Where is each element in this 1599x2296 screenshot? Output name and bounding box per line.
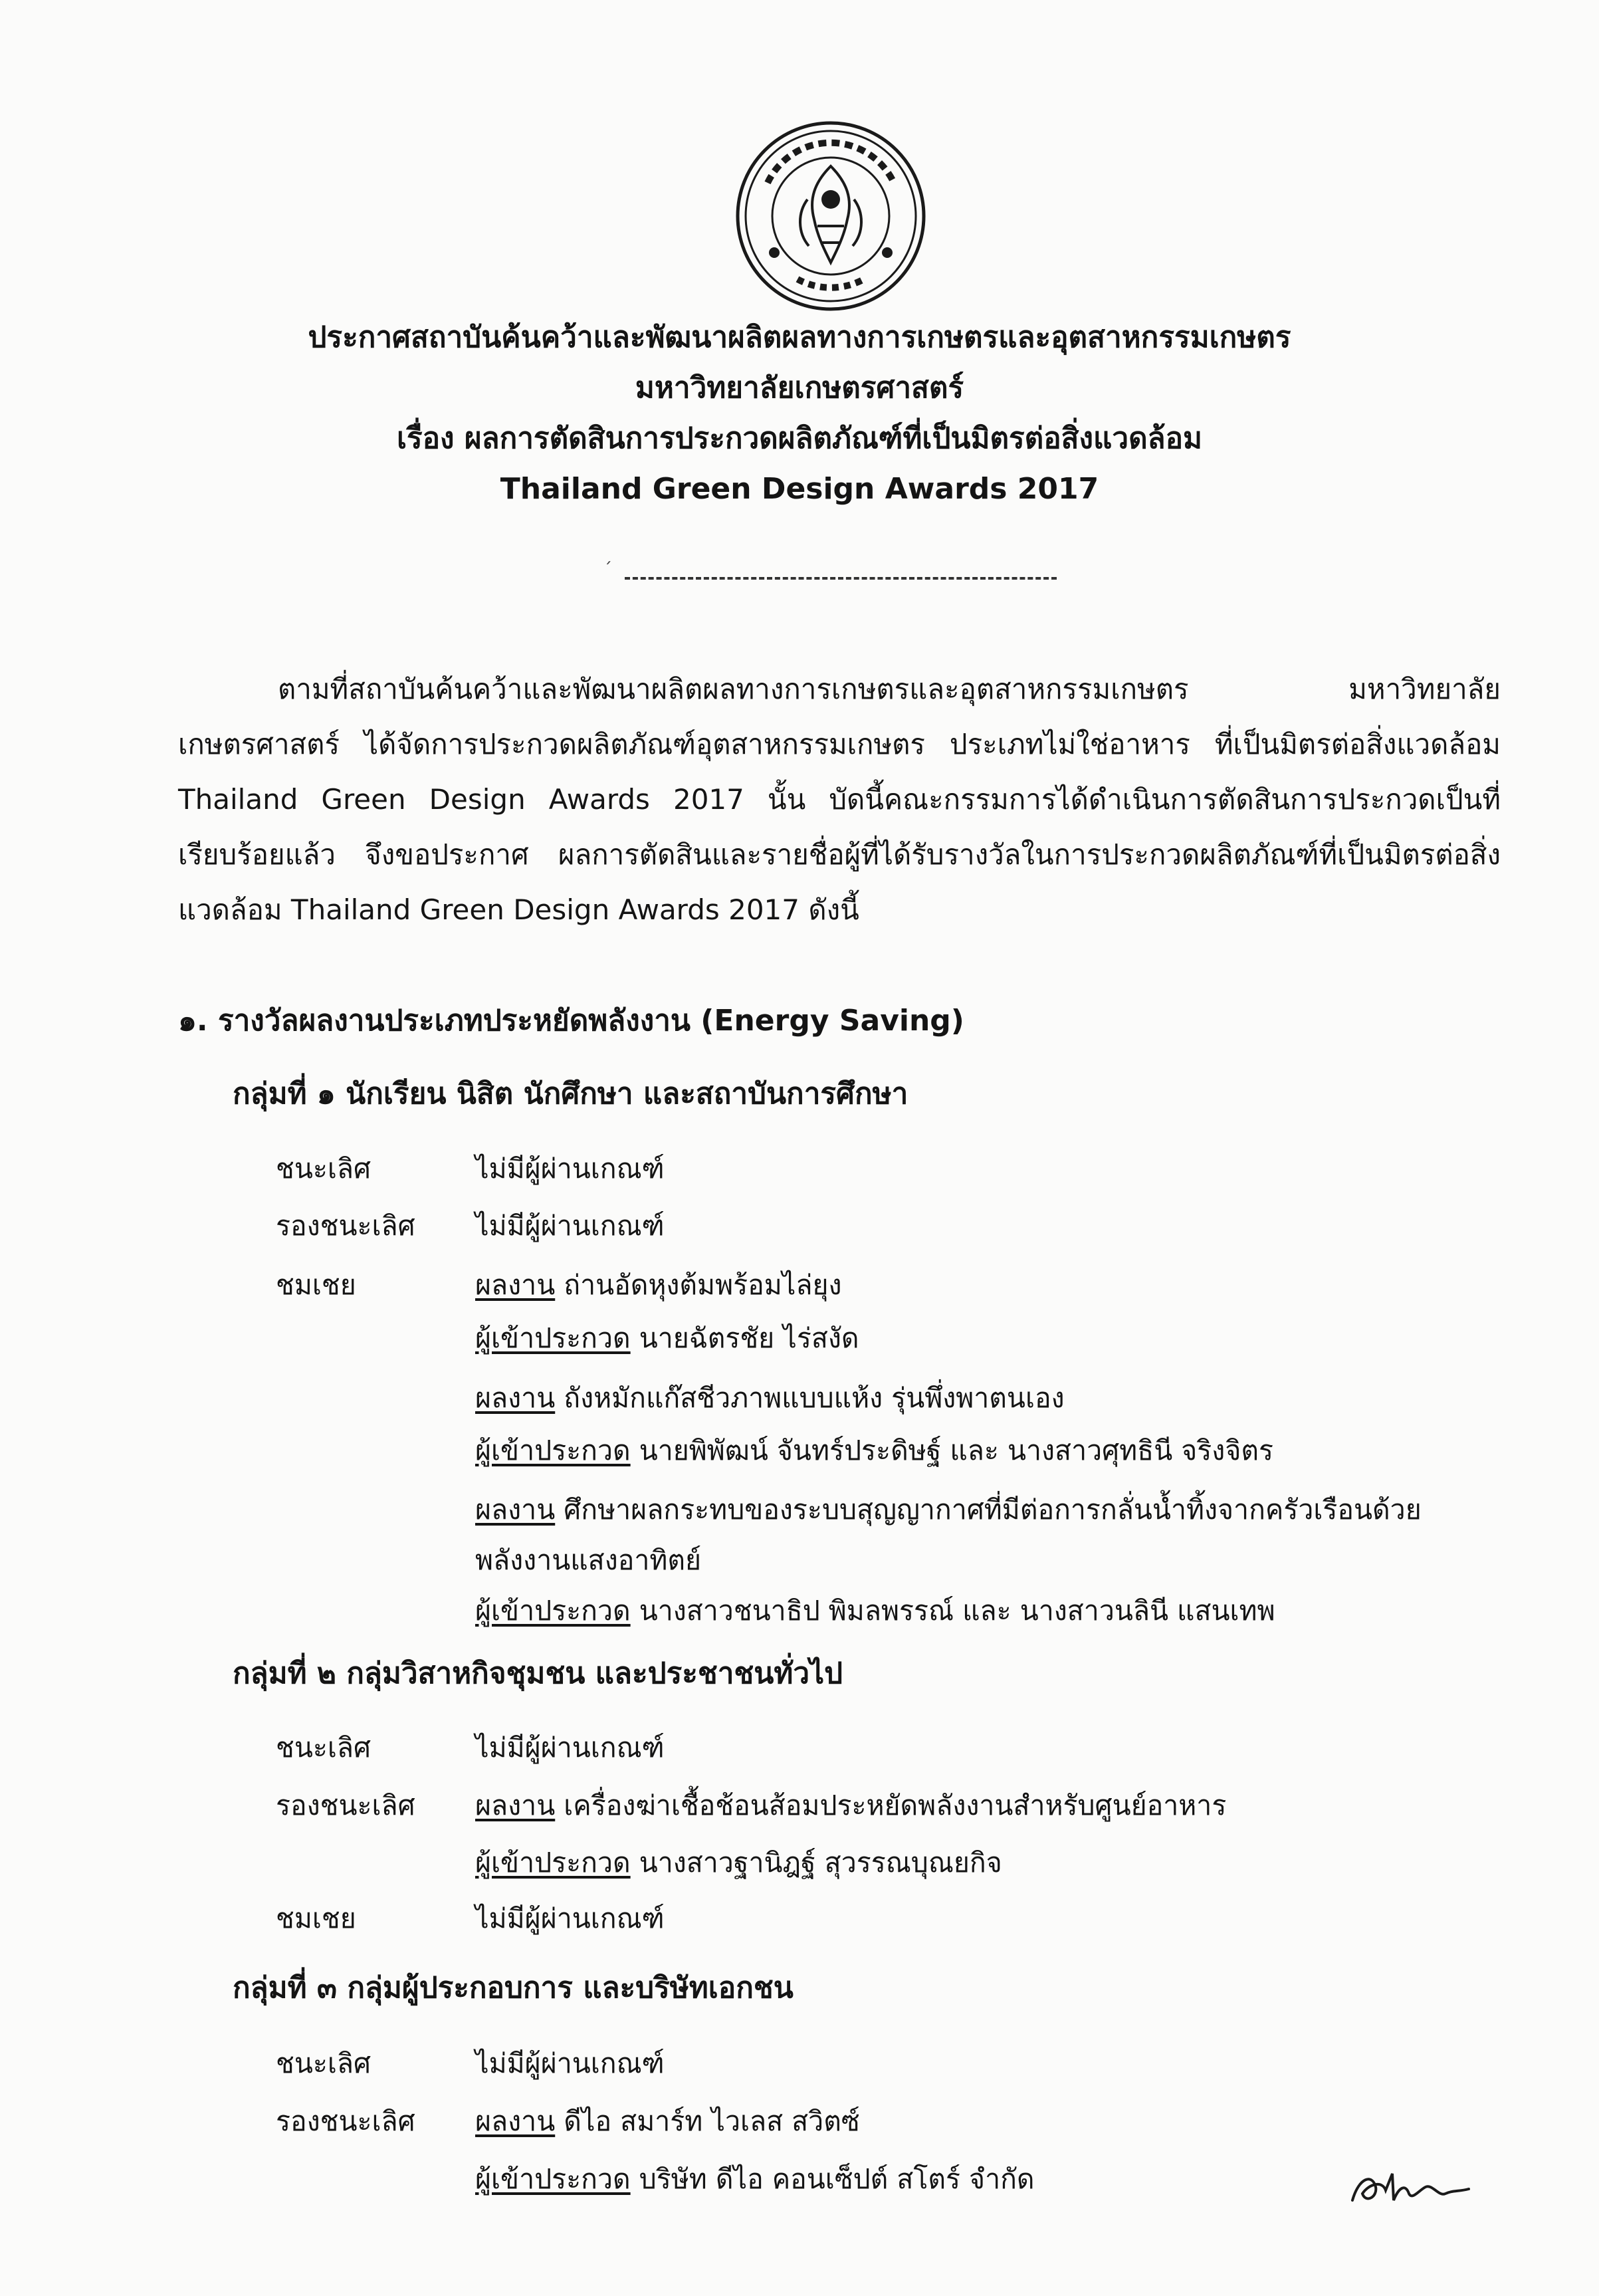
group-1-winner-value: ไม่มีผู้ผ่านเกณฑ์ [475,1153,665,1185]
intro-line-5: Design Awards 2017 ดังนี้ [513,893,859,926]
header-line-4: Thailand Green Design Awards 2017 [500,472,1099,506]
group-2-runner-up-entrant [475,1839,1002,1887]
work-label: ผลงาน [475,1382,556,1414]
work-title: ถ่านอัดหุงต้มพร้อมไล่ยุง [564,1269,842,1301]
group-3-runner-up-work [475,2097,860,2145]
group-1-honorable-entry-3-work-cont: พลังงานแสงอาทิตย์ [475,1544,702,1576]
group-2-honorable-label: ชมเชย [276,1902,356,1934]
group-1-honorable-entry-2-work [475,1374,1065,1422]
group-2-honorable-value: ไม่มีผู้ผ่านเกณฑ์ [475,1902,665,1934]
header-line-3: เรื่อง ผลการตัดสินการประกวดผลิตภัณฑ์ที่เป็นมิตรต่อสิ่งแวดล้อม [396,421,1203,455]
entrant-name: บริษัท ดีไอ คอนเซ็ปต์ สโตร์ จำกัด [639,2163,1035,2195]
entrant-label: ผู้เข้าประกวด [475,1847,631,1879]
group-3-winner-value: ไม่มีผู้ผ่านเกณฑ์ [475,2047,665,2079]
entrant-label: ผู้เข้าประกวด [475,2163,631,2195]
intro-line-3: Design Awards 2017 นั้น บัดนี้คณะกรรมการได้ดำเนินการตัดสินการประกวดเป็นที่เรียบร้อยแล้ว จึงขอประกาศ [178,783,1501,871]
group-1-honorable-entry-3-work [475,1486,1422,1534]
entrant-name: นางสาวฐานิฎฐ์ สุวรรณบุณยกิจ [639,1847,1002,1879]
group-2-winner-label: ชนะเลิศ [276,1732,372,1764]
work-label: ผลงาน [475,1789,556,1821]
intro-line-1: ตามที่สถาบันค้นคว้าและพัฒนาผลิตผลทางการเกษตรและอุตสาหกรรมเกษตร มหาวิทยาลัยเกษตรศาสตร์ [178,673,1501,760]
university-seal-icon [734,120,927,312]
work-title: ศึกษาผลกระทบของระบบสุญญากาศที่มีต่อการกลั่นน้ำทิ้งจากครัวเรือนด้วย [564,1494,1422,1526]
entrant-name: นางสาวชนาธิป พิมลพรรณ์ และ นางสาวนลินี แสนเทพ [639,1595,1275,1627]
entrant-label: ผู้เข้าประกวด [475,1435,631,1466]
signature-mark [1346,2164,1479,2210]
work-title: ถังหมักแก๊สชีวภาพแบบแห้ง รุ่นพึ่งพาตนเอง [564,1382,1065,1414]
group-1-honorable-label: ชมเชย [276,1269,356,1301]
group-1-honorable-entry-3-entrant [475,1587,1275,1635]
group-2-title: กลุ่มที่ ๒ กลุ่มวิสาหกิจชุมชน และประชาชนทั่วไป [233,1657,843,1690]
intro-line-4: ผลการตัดสินและรายชื่อผู้ที่ได้รับรางวัลในการประกวดผลิตภัณฑ์ที่เป็นมิตรต่อสิ่งแวดล้อม Thailand Green [178,838,1501,926]
header-line-1: ประกาศสถาบันค้นคว้าและพัฒนาผลิตผลทางการเกษตรและอุตสาหกรรมเกษตร [308,320,1291,354]
group-1-honorable-entry-1-work [475,1261,842,1309]
announcement-header [0,312,1599,515]
group-1-winner-label: ชนะเลิศ [276,1153,372,1185]
intro-line-2: ได้จัดการประกวดผลิตภัณฑ์อุตสาหกรรมเกษตร ประเภทไม่ใช่อาหาร ที่เป็นมิตรต่อสิ่งแวดล้อม Thailand Green [178,728,1501,816]
work-label: ผลงาน [475,2105,556,2137]
entrant-name: นายพิพัฒน์ จันทร์ประดิษฐ์ และ นางสาวศุทธินี จริงจิตร [639,1435,1273,1466]
group-1-honorable-entry-2-entrant [475,1427,1273,1474]
work-title: ดีไอ สมาร์ท ไวเลส สวิตซ์ [564,2105,860,2137]
group-3-runner-up-label: รองชนะเลิศ [276,2105,415,2137]
group-3-winner-label: ชนะเลิศ [276,2047,372,2079]
entrant-label: ผู้เข้าประกวด [475,1595,631,1627]
group-2-runner-up-label: รองชนะเลิศ [276,1789,415,1821]
group-3-title: กลุ่มที่ ๓ กลุ่มผู้ประกอบการ และบริษัทเอกชน [233,1971,794,2005]
work-label: ผลงาน [475,1269,556,1301]
intro-paragraph [178,661,1501,937]
group-1-runner-up-label: รองชนะเลิศ [276,1210,415,1242]
work-label: ผลงาน [475,1494,556,1526]
header-line-2: มหาวิทยาลัยเกษตรศาสตร์ [635,371,964,405]
header-divider [625,577,1057,580]
section-1-title: ๑. รางวัลผลงานประเภทประหยัดพลังงาน (Energy Saving) [178,1004,964,1038]
scan-speck: ˏ [603,545,612,565]
group-1-title: กลุ่มที่ ๑ นักเรียน นิสิต นักศึกษา และสถาบันการศึกษา [233,1077,908,1111]
work-title: เครื่องฆ่าเชื้อช้อนส้อมประหยัดพลังงานสำหรับศูนย์อาหาร [564,1789,1227,1821]
group-2-runner-up-work [475,1781,1226,1829]
entrant-name: นายฉัตรชัย ไร่สงัด [639,1322,859,1354]
entrant-label: ผู้เข้าประกวด [475,1322,631,1354]
group-1-runner-up-value: ไม่มีผู้ผ่านเกณฑ์ [475,1210,665,1242]
group-1-honorable-entry-1-entrant [475,1314,859,1362]
group-2-winner-value: ไม่มีผู้ผ่านเกณฑ์ [475,1732,665,1764]
group-3-runner-up-entrant [475,2155,1035,2203]
